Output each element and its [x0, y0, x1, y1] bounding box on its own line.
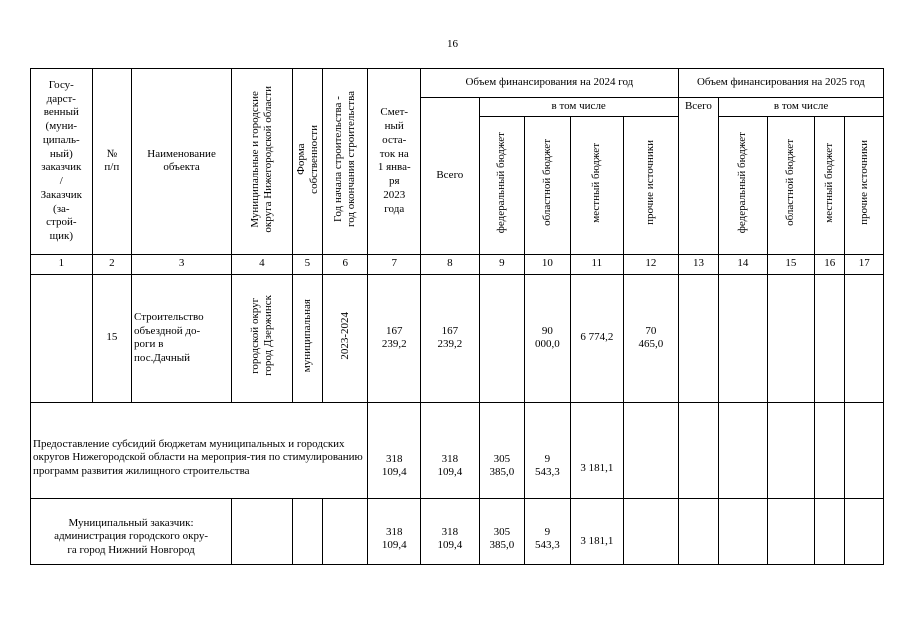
column-number: 2 [92, 254, 131, 274]
column-numbers-row [31, 254, 884, 274]
subsidy-federal-2024: 305 385,0 [479, 402, 524, 498]
empty-cell [767, 274, 814, 402]
column-number: 3 [132, 254, 232, 274]
customer-regional-2024: 9 543,3 [525, 498, 570, 564]
column-number: 1 [31, 254, 93, 274]
empty-cell [624, 498, 679, 564]
subsidy-regional-2024: 9 543,3 [525, 402, 570, 498]
column-number: 11 [570, 254, 624, 274]
empty-cell [845, 274, 884, 402]
customer-estimate: 318 109,4 [368, 498, 421, 564]
header-object-name: Наименование объекта [132, 69, 232, 255]
object-years-cell [323, 274, 368, 402]
column-number: 7 [368, 254, 421, 274]
header-years: Год начала строительства - год окончания строительства [332, 91, 358, 227]
header-total-2025: Всего [678, 98, 718, 255]
empty-cell [719, 274, 768, 402]
column-number: 13 [678, 254, 718, 274]
customer-text: Муниципальный заказчик: администрация городского окру- га город Нижний Новгород [31, 498, 232, 564]
empty-cell [323, 498, 368, 564]
object-regional-2024: 90 000,0 [525, 274, 570, 402]
header-local-2025: местный бюджет [823, 143, 836, 223]
object-years: 2023-2024 [338, 312, 351, 360]
header-regional-2025-cell [767, 116, 814, 254]
header-including-2024: в том числе [479, 98, 678, 117]
header-total-2024: Всего [421, 98, 480, 255]
page-number: 16 [447, 38, 458, 50]
object-ownership: муниципальная [300, 299, 313, 373]
column-number: 4 [232, 254, 293, 274]
object-number: 15 [92, 274, 131, 402]
subsidy-text: Предоставление субсидий бюджетам муниципальных и городских округов Нижегородской области на мероприя-тия по стимулированию программ развития жилищного строительства [31, 402, 368, 498]
column-number: 10 [525, 254, 570, 274]
customer-local-2024: 3 181,1 [570, 498, 624, 564]
column-number: 17 [845, 254, 884, 274]
header-ownership-cell [292, 69, 322, 255]
empty-cell [767, 498, 814, 564]
header-regional-2024-cell [525, 116, 570, 254]
header-number: № п/п [92, 69, 131, 255]
subsidy-row [31, 402, 884, 498]
object-name: Строительство объездной до- роги в пос.Дачный [132, 274, 232, 402]
subsidy-estimate: 318 109,4 [368, 402, 421, 498]
empty-cell [292, 498, 322, 564]
header-estimate: Смет- ный оста- ток на 1 янва- ря 2023 года [368, 69, 421, 255]
header-including-2025: в том числе [719, 98, 884, 117]
funding-table [30, 68, 884, 565]
header-funding-2025: Объем финансирования на 2025 год [678, 69, 883, 98]
header-federal-2025: федеральный бюджет [736, 132, 749, 234]
empty-cell [232, 498, 293, 564]
empty-cell [767, 402, 814, 498]
empty-cell [845, 402, 884, 498]
customer-federal-2024: 305 385,0 [479, 498, 524, 564]
column-number: 8 [421, 254, 480, 274]
empty-cell [719, 402, 768, 498]
header-other-2025-cell [845, 116, 884, 254]
object-estimate: 167 239,2 [368, 274, 421, 402]
object-customer-cell [31, 274, 93, 402]
header-local-2025-cell [815, 116, 845, 254]
column-number: 12 [624, 254, 679, 274]
column-number: 6 [323, 254, 368, 274]
object-total-2024: 167 239,2 [421, 274, 480, 402]
header-local-2024-cell [570, 116, 624, 254]
header-funding-2024: Объем финансирования на 2024 год [421, 69, 679, 98]
column-number: 15 [767, 254, 814, 274]
empty-cell [624, 402, 679, 498]
column-number: 9 [479, 254, 524, 274]
empty-cell [815, 498, 845, 564]
column-number: 16 [815, 254, 845, 274]
header-other-2024-cell [624, 116, 679, 254]
empty-cell [815, 402, 845, 498]
object-ownership-cell [292, 274, 322, 402]
header-customer: Госу- дарст- венный (муни- ципаль- ный) заказчик / Заказчик (за- строй- щик) [31, 69, 93, 255]
customer-total-2024: 318 109,4 [421, 498, 480, 564]
object-municipality: городской округ город Дзержинск [248, 295, 274, 377]
column-number: 14 [719, 254, 768, 274]
header-municipality-cell [232, 69, 293, 255]
subsidy-local-2024: 3 181,1 [570, 402, 624, 498]
header-years-cell [323, 69, 368, 255]
empty-cell [678, 402, 718, 498]
header-regional-2025: областной бюджет [784, 139, 797, 227]
object-row [31, 274, 884, 402]
empty-cell [815, 274, 845, 402]
header-other-2024: прочие источники [644, 140, 657, 226]
header-federal-2024: федеральный бюджет [495, 132, 508, 234]
empty-cell [845, 498, 884, 564]
object-federal-2024 [479, 274, 524, 402]
header-local-2024: местный бюджет [590, 143, 603, 223]
header-other-2025: прочие источники [857, 140, 870, 226]
subsidy-total-2024: 318 109,4 [421, 402, 480, 498]
header-municipality: Муниципальные и городские округа Нижегородской области [248, 85, 274, 233]
object-other-2024: 70 465,0 [624, 274, 679, 402]
customer-row [31, 498, 884, 564]
header-ownership: Форма собственности [294, 124, 320, 194]
empty-cell [719, 498, 768, 564]
header-federal-2025-cell [719, 116, 768, 254]
object-municipality-cell [232, 274, 293, 402]
empty-cell [678, 498, 718, 564]
empty-cell [678, 274, 718, 402]
column-number: 5 [292, 254, 322, 274]
object-local-2024: 6 774,2 [570, 274, 624, 402]
header-federal-2024-cell [479, 116, 524, 254]
header-regional-2024: областной бюджет [540, 139, 553, 227]
